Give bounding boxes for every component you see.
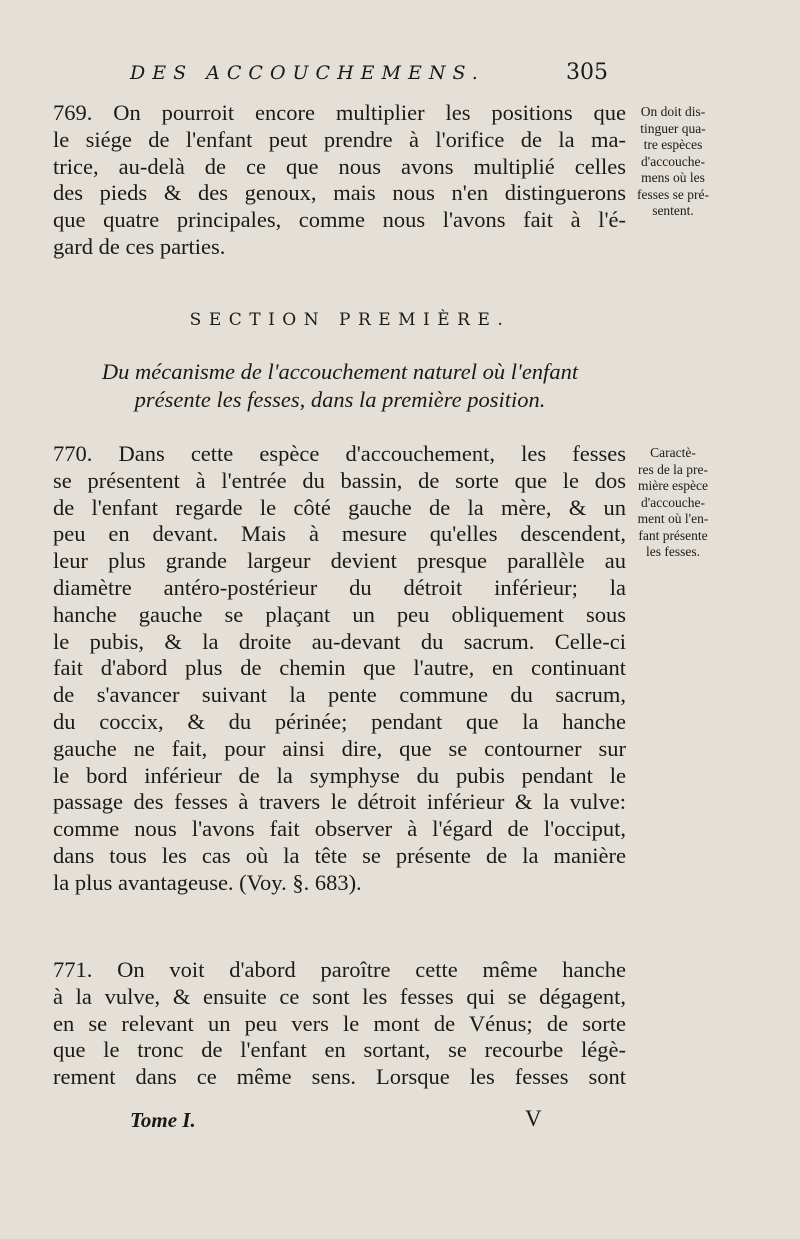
margin-note-1 (608, 104, 738, 220)
subtitle-line: présente les fesses, dans la première position. (134, 387, 546, 412)
margin-line: les fesses. (646, 544, 700, 559)
text-line: gauche ne fait, pour ainsi dire, que se contourner sur (53, 735, 626, 761)
text-line: fait d'abord plus de chemin que l'autre, en continuant (53, 655, 626, 681)
section-title: SECTION PREMIÈRE. (189, 310, 511, 330)
paragraph-771 (53, 957, 626, 1091)
margin-line: fesses se pré- (637, 186, 709, 202)
text-line: à la vulve, & ensuite ce sont les fesses qui se dégagent, (53, 983, 626, 1009)
volume-label: Tome I. (130, 1108, 196, 1132)
text-line: le bord inférieur de la symphyse du pubis pendant le (53, 762, 626, 788)
text-line: le pubis, & la droite au-devant du sacrum. Celle-ci (53, 628, 626, 654)
margin-line: d'accouche- (641, 494, 705, 510)
margin-line: d'accouche- (641, 153, 705, 169)
margin-line: On doit dis- (640, 104, 706, 119)
margin-line: fant présente (638, 527, 708, 543)
text-line: dans tous les cas où la tête se présente de la manière (53, 842, 626, 868)
paragraph-770 (53, 441, 626, 897)
text-line: 771. On voit d'abord paroître cette même hanche (53, 957, 626, 982)
page-number: 305 (566, 60, 608, 85)
text-line: trice, au-delà de ce que nous avons multiplié celles (53, 153, 626, 179)
subtitle-line: Du mécanisme de l'accouchement naturel où l'enfant (101, 359, 579, 384)
section-subtitle (55, 358, 625, 414)
text-line: gard de ces parties. (53, 233, 226, 259)
running-head: DES ACCOUCHEMENS. (130, 62, 485, 84)
margin-line: sentent. (652, 203, 694, 218)
text-line: du coccix, & du périnée; pendant que la hanche (53, 708, 626, 734)
text-line: comme nous l'avons fait observer à l'égard de l'occiput, (53, 816, 626, 842)
text-line: de s'avancer suivant la pente commune du sacrum, (53, 682, 626, 708)
paragraph-769 (53, 100, 626, 261)
text-line: leur plus grande largeur devient presque parallèle au (53, 548, 626, 574)
text-line: le siége de l'enfant peut prendre à l'orifice de la ma- (53, 126, 626, 152)
margin-line: mens où les (641, 170, 705, 185)
margin-line: ment où l'en- (637, 511, 709, 526)
signature-mark: V (525, 1106, 542, 1131)
text-line: la plus avantageuse. (Voy. §. 683). (53, 869, 362, 895)
margin-line: tre espèces (643, 137, 703, 152)
text-line: peu en devant. Mais à mesure qu'elles descendent, (53, 521, 626, 547)
text-line: hanche gauche se plaçant un peu obliquement sous (53, 601, 626, 627)
text-line: des pieds & des genoux, mais nous n'en distinguerons (53, 180, 626, 206)
margin-line: Caractè- (650, 445, 696, 460)
text-line: diamètre antéro-postérieur du détroit inférieur; la (53, 574, 626, 600)
text-line: en se relevant un peu vers le mont de Vénus; de sorte (53, 1010, 626, 1036)
text-line: 769. On pourroit encore multiplier les positions que (53, 100, 626, 125)
text-line: 770. Dans cette espèce d'accouchement, les fesses (53, 441, 626, 466)
text-line: de l'enfant regarde le côté gauche de la mère, & un (53, 494, 626, 520)
margin-line: mière espèce (637, 478, 709, 493)
text-line: rement dans ce même sens. Lorsque les fesses sont (53, 1064, 626, 1090)
margin-line: tinguer qua- (640, 120, 706, 136)
margin-note-2 (608, 445, 738, 561)
text-line: que le tronc de l'enfant en sortant, se recourbe légè- (53, 1037, 626, 1063)
text-line: se présentent à l'entrée du bassin, de sorte que le dos (53, 467, 626, 493)
margin-line: res de la pre- (637, 461, 709, 477)
text-line: que quatre principales, comme nous l'avons fait à l'é- (53, 207, 626, 233)
text-line: passage des fesses à travers le détroit inférieur & la vulve: (53, 789, 626, 815)
